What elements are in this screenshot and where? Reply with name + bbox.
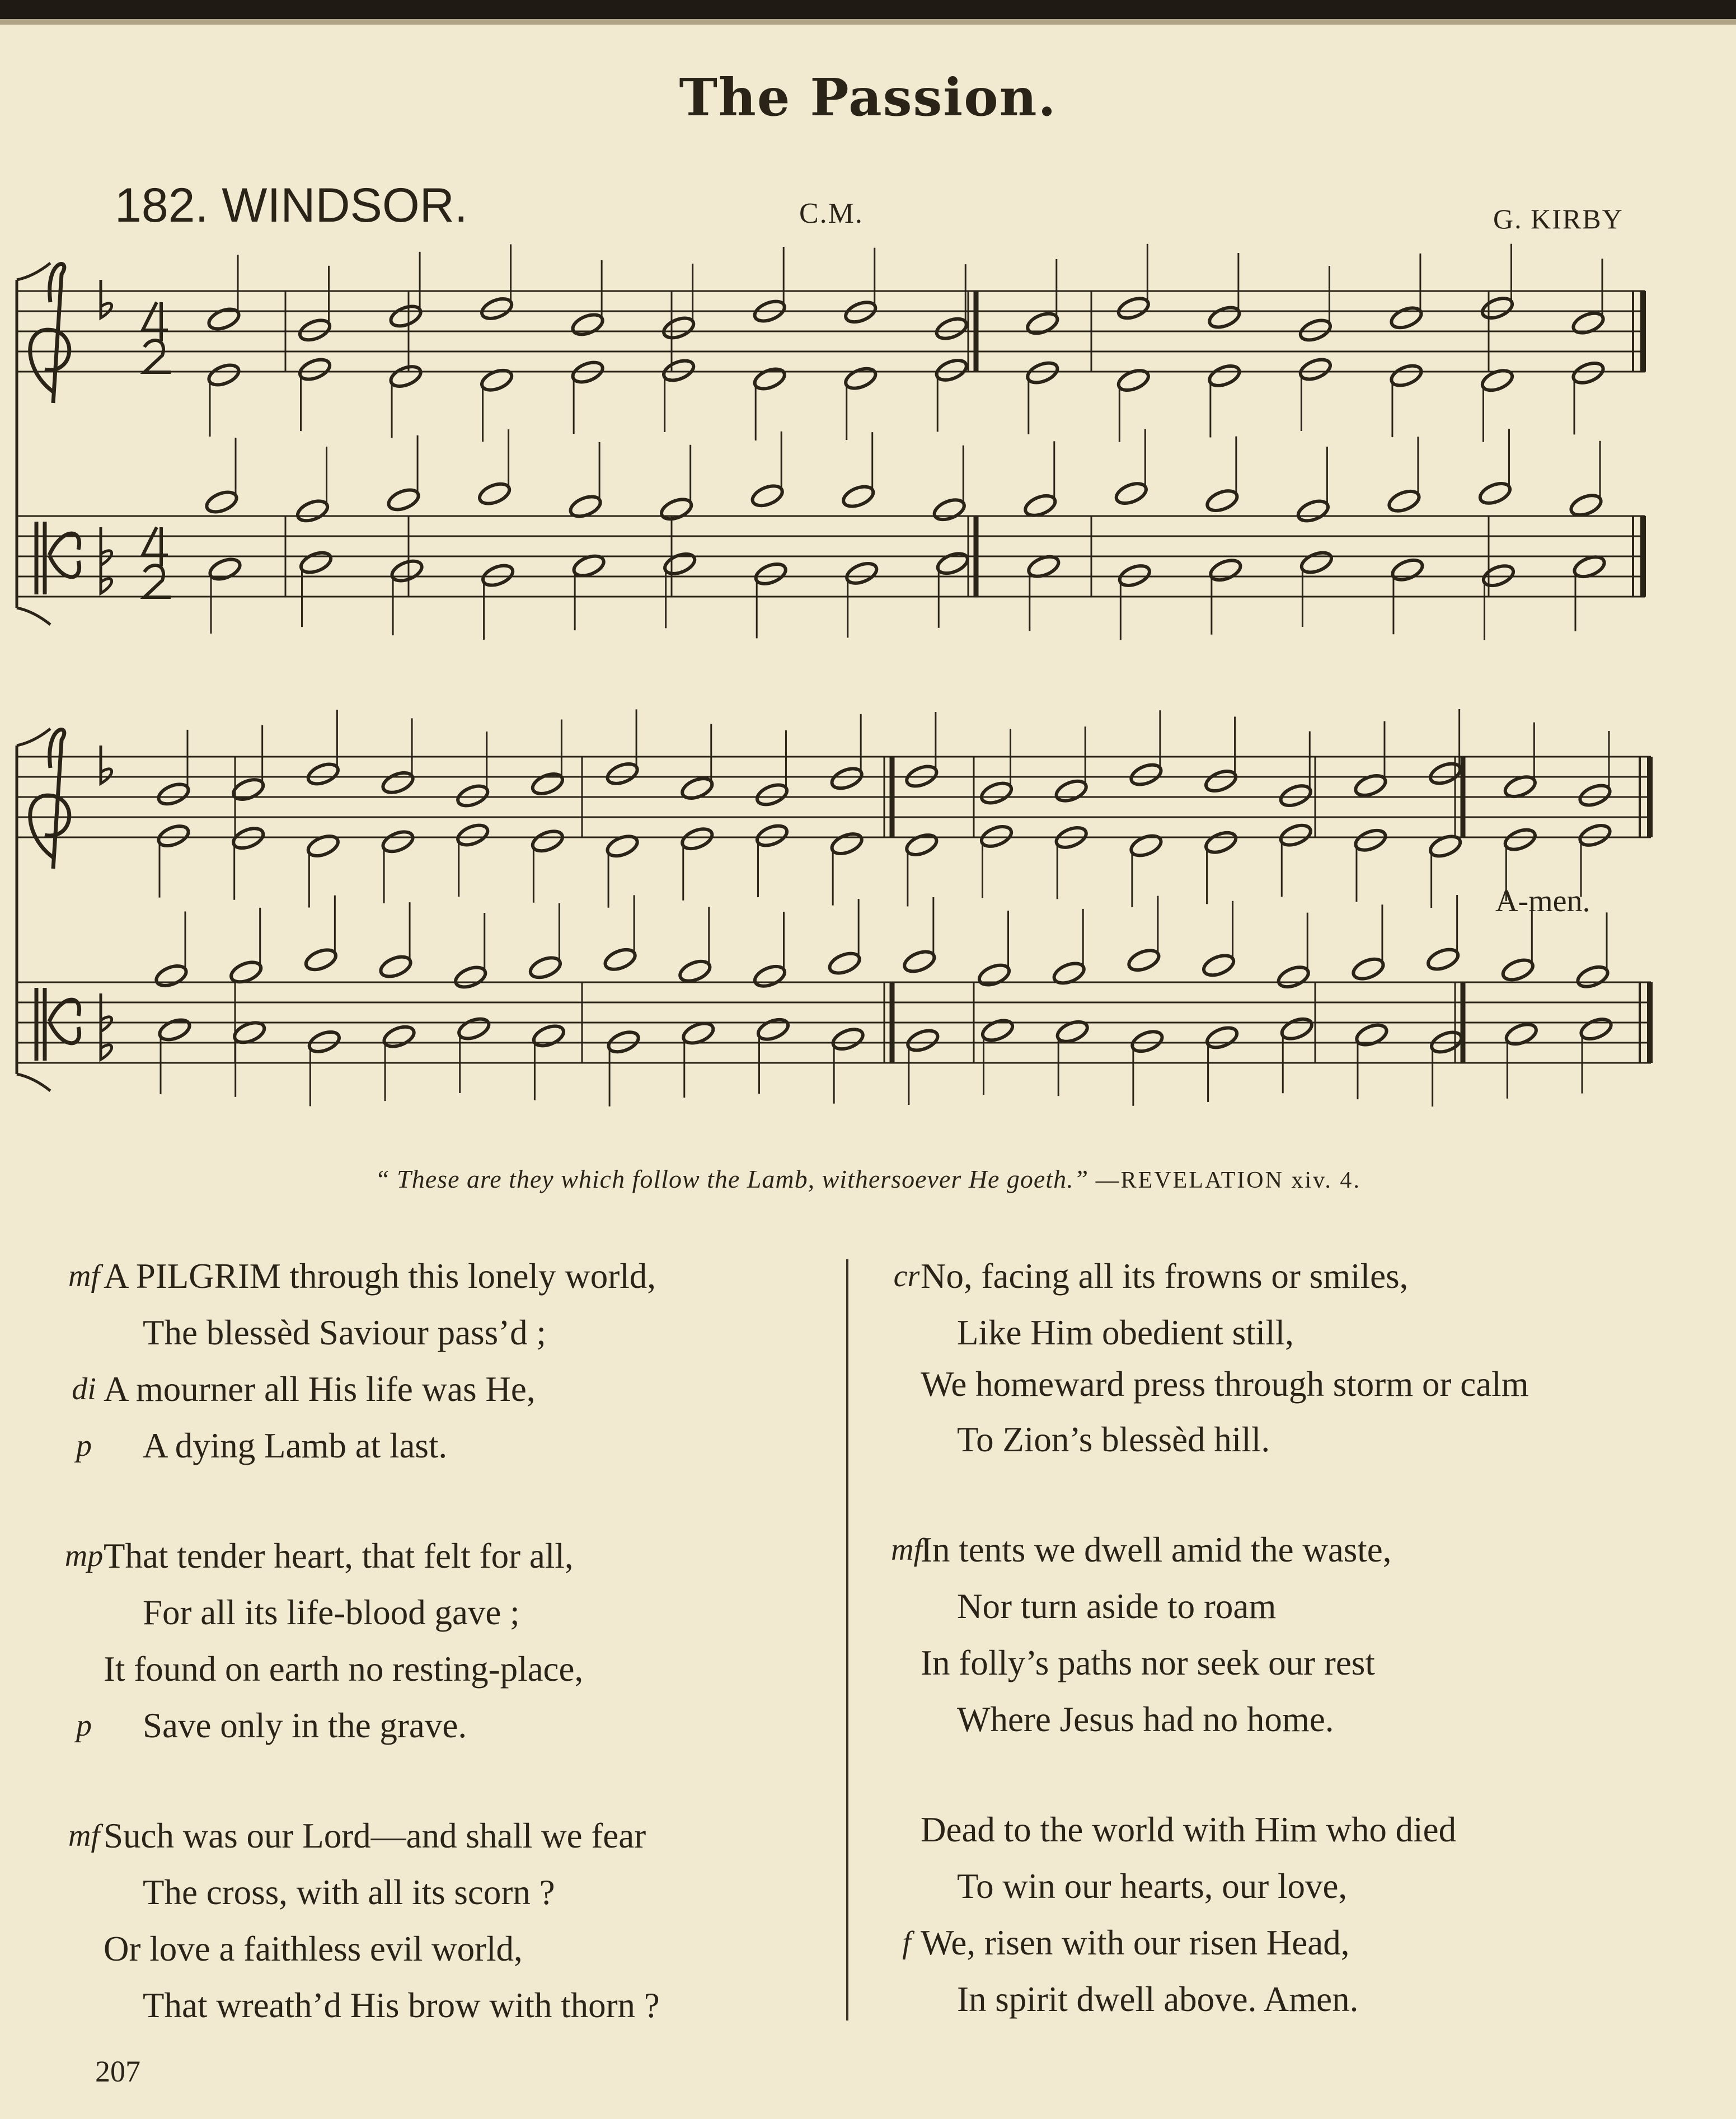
column-divider [846, 1259, 848, 2020]
note-head [1504, 1020, 1539, 1048]
note-head [605, 760, 640, 787]
verse-text: Where Jesus had no home. [957, 1700, 1334, 1739]
note-head [1203, 767, 1238, 795]
note-head [754, 822, 790, 850]
verse-text: A PILGRIM through this lonely world, [104, 1257, 656, 1296]
note-head [1500, 957, 1536, 984]
note-head [1296, 498, 1331, 525]
note-head [530, 770, 565, 798]
verse-text: We, risen with our risen Head, [921, 1923, 1350, 1962]
note-head [386, 486, 421, 514]
epigraph-source: —REVELATION xiv. 4. [1095, 1168, 1361, 1193]
verse-text: That wreath’d His brow with thorn ? [143, 1986, 660, 2025]
note-head [157, 1016, 192, 1044]
verse-text: In folly’s paths nor seek our rest [921, 1643, 1375, 1682]
note-head [1386, 487, 1421, 515]
brace [17, 729, 50, 746]
dynamic-marking: p [76, 1708, 92, 1743]
note-head [1577, 782, 1612, 809]
note-head [381, 1023, 416, 1051]
note-head [843, 298, 878, 326]
verse-text: In spirit dwell above. Amen. [957, 1980, 1359, 2019]
note-head [1025, 359, 1060, 387]
note-head [307, 1028, 342, 1056]
hymn-number-title: 182. WINDSOR. [115, 179, 468, 232]
note-head [207, 556, 242, 583]
note-head [843, 365, 878, 392]
note-head [659, 495, 694, 523]
dynamic-marking: cr [893, 1259, 920, 1293]
verses-left-column [50, 1248, 823, 2088]
note-head [1353, 772, 1388, 799]
verse-text: A mourner all His life was He, [104, 1370, 536, 1409]
note-head [1388, 362, 1424, 390]
note-head [477, 480, 512, 508]
note-head [1577, 822, 1612, 849]
verse-text: Or love a faithless evil world, [104, 1929, 523, 1968]
note-head [297, 316, 332, 344]
note-head [453, 964, 488, 991]
dynamic-marking: di [72, 1372, 96, 1407]
note-head [662, 550, 697, 578]
stanza [50, 1528, 823, 1754]
verse-line [50, 1418, 823, 1474]
note-head [932, 496, 967, 523]
stanza [50, 1248, 823, 1474]
note-head [661, 315, 696, 342]
note-head [661, 357, 696, 385]
verse-line [873, 1305, 1673, 1361]
note-head [1350, 955, 1386, 983]
brace [17, 608, 50, 625]
verse-line [50, 1977, 823, 2034]
brace [17, 263, 50, 280]
dynamic-marking: f [902, 1925, 911, 1960]
note-head [603, 946, 638, 973]
note-head [1568, 491, 1603, 519]
note-head [204, 489, 239, 516]
note-head [679, 775, 715, 802]
note-head [479, 295, 514, 322]
note-head [934, 315, 969, 343]
verse-line [50, 1361, 823, 1418]
note-head [904, 831, 939, 859]
note-head [1204, 487, 1240, 514]
verse-line [50, 1248, 823, 1305]
verse-line [50, 1864, 823, 1921]
verse-text: It found on earth no resting-place, [104, 1649, 584, 1689]
time-signature-2 [144, 340, 171, 372]
verse-text: The blessèd Saviour pass’d ; [143, 1313, 546, 1352]
note-head [977, 962, 1012, 989]
note-head [1207, 362, 1242, 390]
note-head [388, 302, 423, 330]
verse-text: For all its life-blood gave ; [143, 1593, 520, 1632]
note-head [902, 948, 937, 976]
note-head [297, 356, 332, 383]
note-head [752, 963, 787, 990]
verse-line [50, 1584, 823, 1641]
note-head [480, 562, 515, 589]
note-head [479, 367, 514, 394]
note-head [153, 962, 189, 990]
dynamic-marking: mf [68, 1818, 100, 1853]
note-head [306, 832, 341, 860]
dynamic-marking: p [76, 1428, 92, 1463]
note-head [1279, 1015, 1315, 1043]
note-head [389, 557, 424, 585]
verse-text: To win our hearts, our love, [957, 1867, 1348, 1906]
flat-sign [101, 527, 112, 565]
note-head [750, 482, 785, 509]
note-head [530, 827, 565, 855]
verses-right-column [873, 1248, 1673, 2082]
note-head [388, 363, 423, 390]
note-head [231, 776, 266, 803]
note-head [980, 1017, 1015, 1044]
verse-text: In tents we dwell amid the waste, [921, 1530, 1392, 1569]
note-head [295, 497, 330, 524]
note-head [1208, 556, 1243, 584]
flat-sign [101, 746, 112, 784]
verse-line [873, 1971, 1673, 2028]
time-signature-4 [143, 527, 168, 566]
verse-line [873, 1578, 1673, 1635]
verse-text: Save only in the grave. [143, 1706, 467, 1745]
verse-line [873, 1361, 1673, 1412]
flat-sign [101, 280, 112, 318]
note-head [1129, 1028, 1165, 1055]
note-head [1128, 761, 1163, 789]
note-head [1298, 356, 1333, 383]
note-head [935, 550, 970, 577]
note-head [1480, 294, 1515, 322]
note-head [1114, 480, 1149, 507]
note-head [1428, 760, 1463, 787]
note-head [1578, 1015, 1613, 1043]
note-head [1054, 777, 1089, 805]
note-head [1353, 827, 1388, 854]
note-head [1503, 826, 1538, 854]
note-head [1570, 310, 1606, 337]
verse-line [873, 1691, 1673, 1748]
note-head [679, 825, 715, 852]
note-head [531, 1023, 566, 1050]
note-head [1022, 492, 1058, 519]
note-head [298, 549, 334, 576]
note-head [1116, 294, 1151, 322]
note-head [1201, 951, 1236, 979]
note-head [841, 483, 876, 510]
stanza [873, 1522, 1673, 1748]
note-head [1298, 317, 1333, 344]
note-head [827, 950, 862, 977]
note-head [380, 769, 415, 796]
note-head [1278, 782, 1313, 809]
note-head [1299, 549, 1334, 576]
note-head [1207, 304, 1242, 331]
note-head [1128, 832, 1163, 860]
verse-text: That tender heart, that felt for all, [104, 1536, 574, 1576]
note-head [1278, 822, 1313, 849]
note-head [1025, 310, 1060, 337]
note-head [1354, 1021, 1389, 1049]
note-head [979, 823, 1014, 850]
flat-sign [101, 993, 112, 1032]
note-head [456, 1015, 491, 1043]
epigraph-quote: “ These are they which follow the Lamb, withersoever He goeth.” [375, 1165, 1089, 1193]
note-head [1425, 946, 1461, 973]
note-head [156, 822, 191, 850]
note-head [1575, 963, 1610, 991]
tune-meter: C.M. [799, 198, 864, 229]
note-head [455, 782, 490, 810]
verse-line [50, 1641, 823, 1698]
verse-line [873, 1635, 1673, 1691]
treble-clef [30, 730, 69, 869]
note-head [231, 824, 266, 852]
note-head [756, 1016, 791, 1043]
note-head [1276, 963, 1311, 991]
verse-line [50, 1921, 823, 1977]
note-head [1204, 1024, 1240, 1052]
stanza [873, 1802, 1673, 2028]
note-head [934, 357, 969, 384]
verse-line [873, 1802, 1673, 1858]
verse-line [50, 1305, 823, 1361]
note-head [1203, 829, 1238, 856]
note-head [905, 1027, 940, 1054]
note-head [378, 953, 413, 981]
verse-line [873, 1915, 1673, 1971]
verse-line [873, 1858, 1673, 1915]
treble-clef [30, 264, 69, 403]
note-head [1390, 556, 1425, 584]
note-head [754, 781, 790, 808]
verse-line [50, 1808, 823, 1864]
stanza [873, 1248, 1673, 1468]
page-title: The Passion. [679, 67, 1057, 128]
time-signature-2 [144, 565, 171, 597]
note-head [570, 311, 606, 338]
composer: G. KIRBY [1493, 203, 1624, 235]
note-head [528, 954, 563, 981]
verse-text: The cross, with all its scorn ? [143, 1873, 555, 1912]
verse-text: No, facing all its frowns or smiles, [921, 1257, 1409, 1296]
verse-line [873, 1522, 1673, 1578]
verse-line [50, 1528, 823, 1584]
verse-text: Like Him obedient still, [957, 1313, 1294, 1352]
c-clef [36, 988, 79, 1061]
c-clef [36, 522, 79, 594]
note-head [752, 365, 787, 393]
note-head [206, 306, 241, 333]
note-head [455, 822, 490, 849]
verse-text: Dead to the world with Him who died [921, 1810, 1457, 1849]
note-head [844, 560, 879, 587]
note-head [303, 946, 339, 973]
dynamic-marking: mf [68, 1259, 100, 1293]
verse-line [873, 1412, 1673, 1468]
note-head [677, 958, 712, 985]
verse-line [873, 1248, 1673, 1305]
verse-text: Such was our Lord—and shall we fear [104, 1816, 646, 1855]
verse-line [50, 1698, 823, 1754]
verse-text: Nor turn aside to roam [957, 1587, 1277, 1626]
note-head [1477, 480, 1513, 507]
time-signature-4 [143, 302, 168, 341]
note-head [829, 830, 865, 857]
epigraph [0, 1164, 1736, 1194]
brace [17, 1074, 50, 1091]
note-head [829, 765, 865, 792]
note-head [306, 761, 341, 788]
dynamic-marking: mf [891, 1532, 922, 1567]
note-head [979, 780, 1014, 807]
note-head [831, 1025, 866, 1053]
page-number: 207 [95, 2055, 140, 2088]
note-head [753, 560, 789, 588]
verse-text: A dying Lamb at last. [143, 1426, 448, 1465]
note-head [1388, 304, 1424, 331]
verse-text: We homeward press through storm or calm [921, 1365, 1529, 1404]
note-head [156, 780, 191, 808]
note-head [1570, 359, 1606, 387]
stanza [50, 1808, 823, 2034]
verse-text: To Zion’s blessèd hill. [957, 1420, 1270, 1459]
amen-label: A-men. [1495, 884, 1590, 918]
note-head [206, 362, 241, 389]
note-head [1126, 946, 1161, 974]
dynamic-marking: mp [64, 1539, 104, 1573]
note-head [380, 828, 415, 855]
